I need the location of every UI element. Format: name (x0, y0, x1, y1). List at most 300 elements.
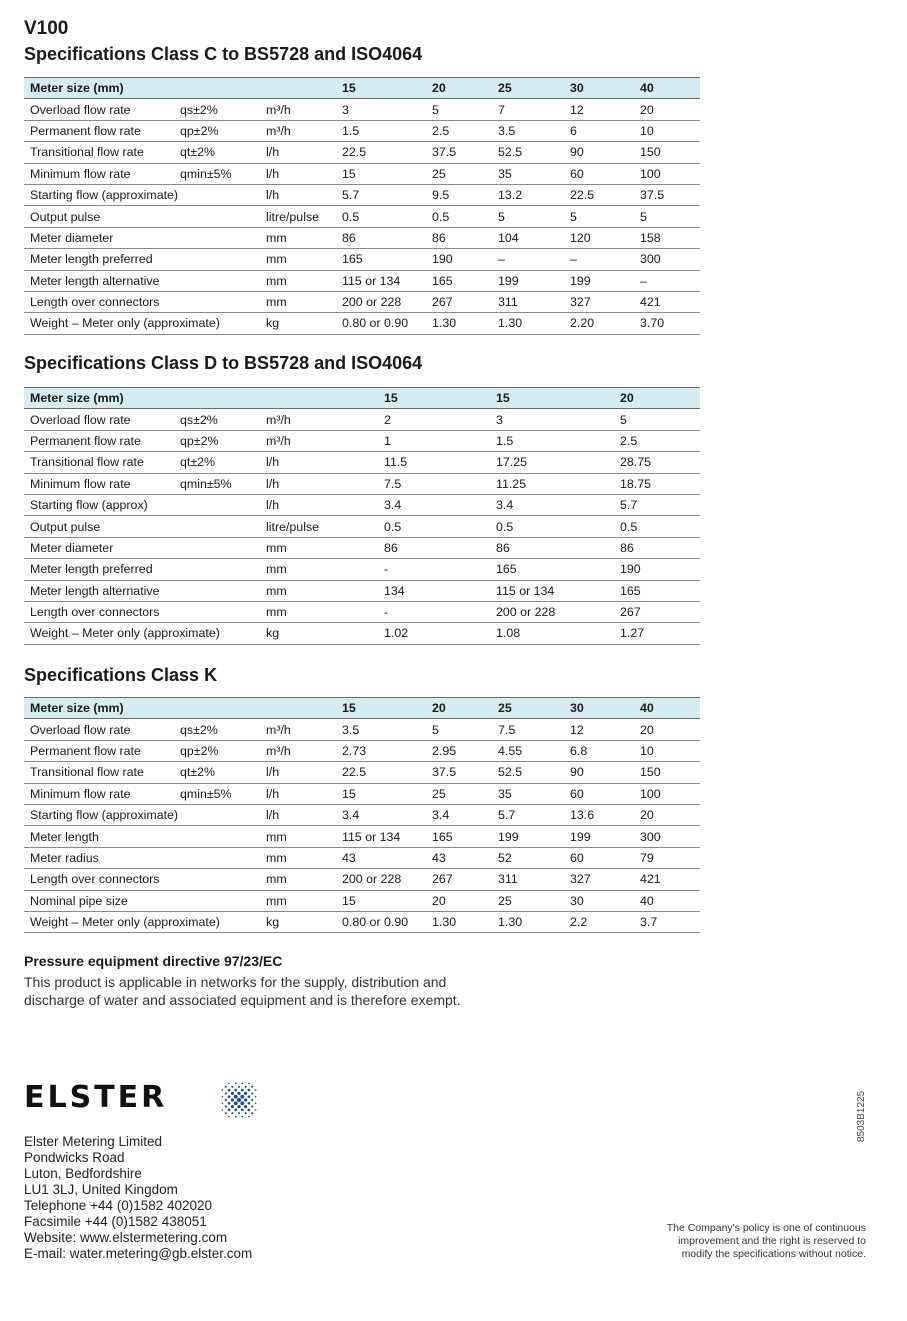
pressure-directive-line: This product is applicable in networks for the supply, distribution and (24, 974, 447, 990)
column-header-meter-size: 30 (564, 698, 634, 719)
table-cell: 35 (492, 783, 564, 804)
table-cell: 12 (564, 719, 634, 740)
table-cell: 1.30 (426, 911, 492, 932)
row-tolerance (174, 580, 260, 601)
table-cell: 1 (378, 430, 490, 451)
row-tolerance (174, 270, 260, 291)
logo-dot (248, 1095, 251, 1098)
table-row (24, 291, 700, 312)
pressure-directive-text (24, 973, 484, 1009)
row-tolerance: qt±2% (174, 142, 260, 163)
table-cell: 267 (426, 869, 492, 890)
row-tolerance (174, 249, 260, 270)
row-tolerance: qt±2% (174, 452, 260, 473)
logo-dot (241, 1109, 244, 1112)
logo-dot (235, 1083, 237, 1085)
logo-dot (231, 1086, 233, 1088)
logo-dot (235, 1116, 237, 1118)
logo-dot (222, 1103, 224, 1105)
table-row (24, 163, 700, 184)
table-cell: 3 (336, 99, 426, 120)
logo-wordmark: ELSTER (24, 1080, 168, 1115)
table-cell: 1.27 (614, 623, 700, 644)
row-label: Weight – Meter only (approximate) (24, 313, 174, 334)
row-label: Permanent flow rate (24, 120, 174, 141)
table-row (24, 270, 700, 291)
row-unit: mm (260, 847, 336, 868)
column-header-label: Meter size (mm) (24, 698, 174, 719)
table-cell: 327 (564, 869, 634, 890)
address-line: LU1 3LJ, United Kingdom (24, 1182, 178, 1197)
table-cell: 22.5 (336, 762, 426, 783)
table-cell: 165 (426, 270, 492, 291)
row-label: Meter length (24, 826, 174, 847)
column-header-meter-size: 15 (490, 388, 614, 409)
table-cell: 9.5 (426, 184, 492, 205)
logo-dot (228, 1083, 230, 1085)
table-cell: 311 (492, 291, 564, 312)
logo-dot (234, 1109, 237, 1112)
row-unit: mm (260, 270, 336, 291)
logo-dot (255, 1096, 257, 1098)
table-cell: 1.30 (426, 313, 492, 334)
table-cell: 86 (614, 537, 700, 558)
row-label: Permanent flow rate (24, 740, 174, 761)
column-header-meter-size: 15 (336, 698, 426, 719)
document-title: V100 (24, 18, 69, 39)
table-cell: 2.5 (426, 120, 492, 141)
row-label: Output pulse (24, 206, 174, 227)
table-row (24, 740, 700, 761)
table-cell: 1.08 (490, 623, 614, 644)
row-unit: l/h (260, 163, 336, 184)
row-unit: mm (260, 249, 336, 270)
section-heading-class-c: Specifications Class C to BS5728 and ISO4064 (24, 44, 423, 64)
logo-dot (240, 1095, 244, 1099)
row-label: Permanent flow rate (24, 430, 174, 451)
logo-dot (234, 1095, 238, 1099)
table-cell: 43 (336, 847, 426, 868)
row-label: Meter diameter (24, 537, 174, 558)
table-cell: 17.25 (490, 452, 614, 473)
column-header-meter-size: 25 (492, 78, 564, 99)
row-unit: l/h (260, 452, 378, 473)
table-cell: 165 (336, 249, 426, 270)
company-policy-note (620, 1222, 866, 1261)
table-cell: 327 (564, 291, 634, 312)
table-cell: 86 (336, 227, 426, 248)
table-cell: 300 (634, 249, 700, 270)
table-cell: 150 (634, 142, 700, 163)
row-tolerance (174, 890, 260, 911)
policy-line: improvement and the right is reserved to (678, 1235, 866, 1247)
table-row (24, 120, 700, 141)
table-cell: 165 (426, 826, 492, 847)
row-tolerance: qp±2% (174, 430, 260, 451)
table-cell: 199 (564, 270, 634, 291)
table-cell: 1.5 (336, 120, 426, 141)
row-label: Output pulse (24, 516, 174, 537)
row-unit: m³/h (260, 99, 336, 120)
logo-dot (234, 1089, 237, 1092)
table-row (24, 516, 700, 537)
address-line: Telephone +44 (0)1582 402020 (24, 1198, 213, 1213)
address-line: Facsimile +44 (0)1582 438051 (24, 1214, 207, 1229)
column-header-meter-size: 25 (492, 698, 564, 719)
row-tolerance (174, 847, 260, 868)
row-unit: mm (260, 601, 378, 622)
table-cell: 7.5 (378, 473, 490, 494)
logo-dot (244, 1105, 247, 1108)
row-label: Weight – Meter only (approximate) (24, 623, 174, 644)
row-tolerance (174, 184, 260, 205)
table-cell: 421 (634, 291, 700, 312)
table-cell: 12 (564, 99, 634, 120)
table-cell: 90 (564, 762, 634, 783)
row-unit: mm (260, 559, 378, 580)
logo-dot (222, 1096, 224, 1098)
table-row (24, 890, 700, 911)
column-header-meter-size: 20 (614, 388, 700, 409)
row-unit: mm (260, 826, 336, 847)
row-tolerance (174, 206, 260, 227)
address-line: Pondwicks Road (24, 1150, 125, 1165)
logo-dot (228, 1109, 231, 1112)
table-cell: 15 (336, 783, 426, 804)
table-cell: 30 (564, 890, 634, 911)
row-unit: l/h (260, 473, 378, 494)
row-unit: mm (260, 890, 336, 911)
address-line: E-mail: water.metering@gb.elster.com (24, 1246, 253, 1261)
logo-dot (242, 1083, 244, 1085)
table-cell: 2.2 (564, 911, 634, 932)
table-cell: 200 or 228 (336, 869, 426, 890)
row-tolerance (174, 537, 260, 558)
table-cell: 0.5 (336, 206, 426, 227)
row-label: Length over connectors (24, 601, 174, 622)
table-cell: 158 (634, 227, 700, 248)
row-label: Minimum flow rate (24, 783, 174, 804)
logo-dot (245, 1112, 247, 1114)
table-cell: 5.7 (492, 804, 564, 825)
table-row (24, 473, 700, 494)
table-cell: 199 (564, 826, 634, 847)
logo-dot (248, 1116, 250, 1118)
row-tolerance (174, 227, 260, 248)
table-row (24, 430, 700, 451)
table-row (24, 869, 700, 890)
table-cell: 22.5 (336, 142, 426, 163)
row-label: Meter radius (24, 847, 174, 868)
table-cell: 7 (492, 99, 564, 120)
row-unit: l/h (260, 804, 336, 825)
table-cell: 0.5 (378, 516, 490, 537)
row-unit: m³/h (260, 120, 336, 141)
logo-dot (228, 1095, 231, 1098)
table-cell: 52 (492, 847, 564, 868)
table-cell: 11.25 (490, 473, 614, 494)
table-cell: 2.20 (564, 313, 634, 334)
table-row (24, 184, 700, 205)
table-row (24, 911, 700, 932)
table-cell: 10 (634, 120, 700, 141)
table-cell: 25 (426, 783, 492, 804)
table-cell: 25 (426, 163, 492, 184)
column-header-meter-size: 15 (336, 78, 426, 99)
row-label: Length over connectors (24, 291, 174, 312)
table-row (24, 762, 700, 783)
table-cell: 5.7 (614, 494, 700, 515)
row-tolerance (174, 869, 260, 890)
row-label: Minimum flow rate (24, 473, 174, 494)
row-label: Overload flow rate (24, 409, 174, 430)
logo-dot (248, 1109, 251, 1112)
row-label: Meter length alternative (24, 580, 174, 601)
table-cell: 15 (336, 163, 426, 184)
table-cell: 60 (564, 783, 634, 804)
table-row (24, 580, 700, 601)
row-label: Meter length alternative (24, 270, 174, 291)
table-cell: 43 (426, 847, 492, 868)
spec-table-class-d (24, 387, 700, 645)
table-cell: - (378, 559, 490, 580)
table-cell: 3.4 (336, 804, 426, 825)
column-header-meter-size: 40 (634, 698, 700, 719)
table-cell: 100 (634, 163, 700, 184)
table-row (24, 847, 700, 868)
table-cell: 86 (426, 227, 492, 248)
table-cell: 2 (378, 409, 490, 430)
table-cell: 37.5 (634, 184, 700, 205)
row-tolerance: qt±2% (174, 762, 260, 783)
row-label: Weight – Meter only (approximate) (24, 911, 174, 932)
table-cell: 6.8 (564, 740, 634, 761)
policy-line: The Company's policy is one of continuous (666, 1222, 866, 1234)
table-cell: 37.5 (426, 762, 492, 783)
row-label: Starting flow (approximate) (24, 184, 174, 205)
table-row (24, 409, 700, 430)
row-unit: mm (260, 580, 378, 601)
logo-dot (231, 1092, 234, 1095)
logo-dot (222, 1109, 224, 1111)
table-cell: 104 (492, 227, 564, 248)
table-row (24, 494, 700, 515)
logo-dot (238, 1112, 240, 1114)
logo-dot (228, 1102, 231, 1105)
table-cell: 86 (490, 537, 614, 558)
table-cell: 199 (492, 270, 564, 291)
logo-dot (251, 1099, 253, 1101)
table-cell: 5 (492, 206, 564, 227)
table-cell: 52.5 (492, 142, 564, 163)
table-cell: 0.80 or 0.90 (336, 313, 426, 334)
logo-dot (248, 1102, 251, 1105)
row-unit: m³/h (260, 430, 378, 451)
row-unit: litre/pulse (260, 516, 378, 537)
row-label: Starting flow (approx) (24, 494, 174, 515)
row-unit: l/h (260, 783, 336, 804)
table-cell: – (564, 249, 634, 270)
column-header-meter-size (174, 388, 260, 409)
table-cell: 60 (564, 163, 634, 184)
column-header-meter-size (260, 78, 336, 99)
column-header-meter-size: 15 (378, 388, 490, 409)
row-unit: litre/pulse (260, 206, 336, 227)
table-row (24, 249, 700, 270)
table-cell: 3.70 (634, 313, 700, 334)
row-unit: kg (260, 911, 336, 932)
table-row (24, 783, 700, 804)
address-line: Luton, Bedfordshire (24, 1166, 142, 1181)
section-heading-class-k: Specifications Class K (24, 665, 218, 685)
table-cell: 18.75 (614, 473, 700, 494)
column-header-meter-size: 40 (634, 78, 700, 99)
logo-dot (225, 1112, 227, 1114)
table-cell: 13.2 (492, 184, 564, 205)
table-cell: 5 (634, 206, 700, 227)
column-header-meter-size (260, 388, 378, 409)
table-row (24, 559, 700, 580)
table-cell: 25 (492, 890, 564, 911)
row-unit: mm (260, 291, 336, 312)
company-address (24, 1134, 252, 1262)
table-row (24, 537, 700, 558)
row-tolerance (174, 559, 260, 580)
table-cell: 11.5 (378, 452, 490, 473)
row-unit: kg (260, 313, 336, 334)
logo-dot (240, 1101, 244, 1105)
row-unit: mm (260, 537, 378, 558)
row-label: Minimum flow rate (24, 163, 174, 184)
row-unit: l/h (260, 184, 336, 205)
row-unit: l/h (260, 494, 378, 515)
table-cell: 150 (634, 762, 700, 783)
column-header-meter-size (174, 698, 260, 719)
table-cell: 115 or 134 (336, 270, 426, 291)
table-row (24, 826, 700, 847)
table-row (24, 99, 700, 120)
table-cell: – (634, 270, 700, 291)
table-cell: 90 (564, 142, 634, 163)
address-line: Website: www.elstermetering.com (24, 1230, 228, 1245)
logo-dot (248, 1083, 250, 1085)
row-label: Nominal pipe size (24, 890, 174, 911)
row-label: Transitional flow rate (24, 142, 174, 163)
row-tolerance: qs±2% (174, 99, 260, 120)
row-unit: l/h (260, 142, 336, 163)
table-cell: 5.7 (336, 184, 426, 205)
table-cell: 3 (490, 409, 614, 430)
table-cell: 86 (378, 537, 490, 558)
table-cell: 5 (426, 99, 492, 120)
table-row (24, 452, 700, 473)
table-cell: 20 (634, 804, 700, 825)
table-header-row (24, 78, 700, 99)
row-label: Transitional flow rate (24, 762, 174, 783)
table-cell: 20 (426, 890, 492, 911)
row-unit: mm (260, 227, 336, 248)
table-cell: 267 (426, 291, 492, 312)
row-tolerance (174, 494, 260, 515)
pressure-directive-title: Pressure equipment directive 97/23/EC (24, 953, 283, 969)
column-header-meter-size: 30 (564, 78, 634, 99)
row-tolerance: qs±2% (174, 719, 260, 740)
logo-dot (251, 1092, 253, 1094)
row-tolerance: qp±2% (174, 740, 260, 761)
table-cell: 3.7 (634, 911, 700, 932)
row-tolerance (174, 601, 260, 622)
table-cell: 4.55 (492, 740, 564, 761)
row-unit: mm (260, 869, 336, 890)
table-cell: 200 or 228 (336, 291, 426, 312)
section-heading-class-d: Specifications Class D to BS5728 and ISO4064 (24, 353, 423, 373)
pressure-directive-line: discharge of water and associated equipment and is therefore exempt. (24, 992, 461, 1008)
table-cell: 190 (426, 249, 492, 270)
table-cell: 199 (492, 826, 564, 847)
table-cell: – (492, 249, 564, 270)
table-row (24, 719, 700, 740)
table-cell: 13.6 (564, 804, 634, 825)
table-cell: 20 (634, 719, 700, 740)
row-label: Overload flow rate (24, 719, 174, 740)
table-cell: 165 (614, 580, 700, 601)
row-label: Transitional flow rate (24, 452, 174, 473)
logo-dot (238, 1086, 240, 1088)
row-label: Meter length preferred (24, 249, 174, 270)
logo-dot (242, 1116, 244, 1118)
column-header-label: Meter size (mm) (24, 78, 174, 99)
table-cell: 3.4 (426, 804, 492, 825)
column-header-label: Meter size (mm) (24, 388, 174, 409)
table-cell: 1.30 (492, 911, 564, 932)
column-header-meter-size: 20 (426, 78, 492, 99)
logo-dot (251, 1112, 253, 1114)
policy-line: modify the specifications without notice. (681, 1248, 866, 1260)
table-cell: 311 (492, 869, 564, 890)
table-cell: 10 (634, 740, 700, 761)
table-cell: 15 (336, 890, 426, 911)
table-row (24, 623, 700, 644)
table-cell: 0.80 or 0.90 (336, 911, 426, 932)
table-cell: 60 (564, 847, 634, 868)
row-label: Meter diameter (24, 227, 174, 248)
row-unit: l/h (260, 762, 336, 783)
table-cell: 52.5 (492, 762, 564, 783)
table-row (24, 227, 700, 248)
row-tolerance: qp±2% (174, 120, 260, 141)
table-cell: 115 or 134 (490, 580, 614, 601)
elster-logo (24, 1078, 244, 1122)
logo-dot (237, 1098, 241, 1102)
logo-dot (245, 1086, 247, 1088)
row-unit: kg (260, 623, 378, 644)
logo-dot-diamond-icon (202, 1078, 272, 1122)
column-header-meter-size: 20 (426, 698, 492, 719)
logo-dot (248, 1089, 251, 1092)
logo-dot (237, 1092, 240, 1095)
logo-dot (255, 1109, 257, 1111)
table-cell: 28.75 (614, 452, 700, 473)
logo-dot (237, 1105, 240, 1108)
table-row (24, 804, 700, 825)
table-cell: 200 or 228 (490, 601, 614, 622)
table-cell: 7.5 (492, 719, 564, 740)
logo-dot (225, 1092, 227, 1094)
address-line: Elster Metering Limited (24, 1134, 163, 1149)
row-tolerance (174, 804, 260, 825)
table-cell: 20 (634, 99, 700, 120)
table-cell: 40 (634, 890, 700, 911)
